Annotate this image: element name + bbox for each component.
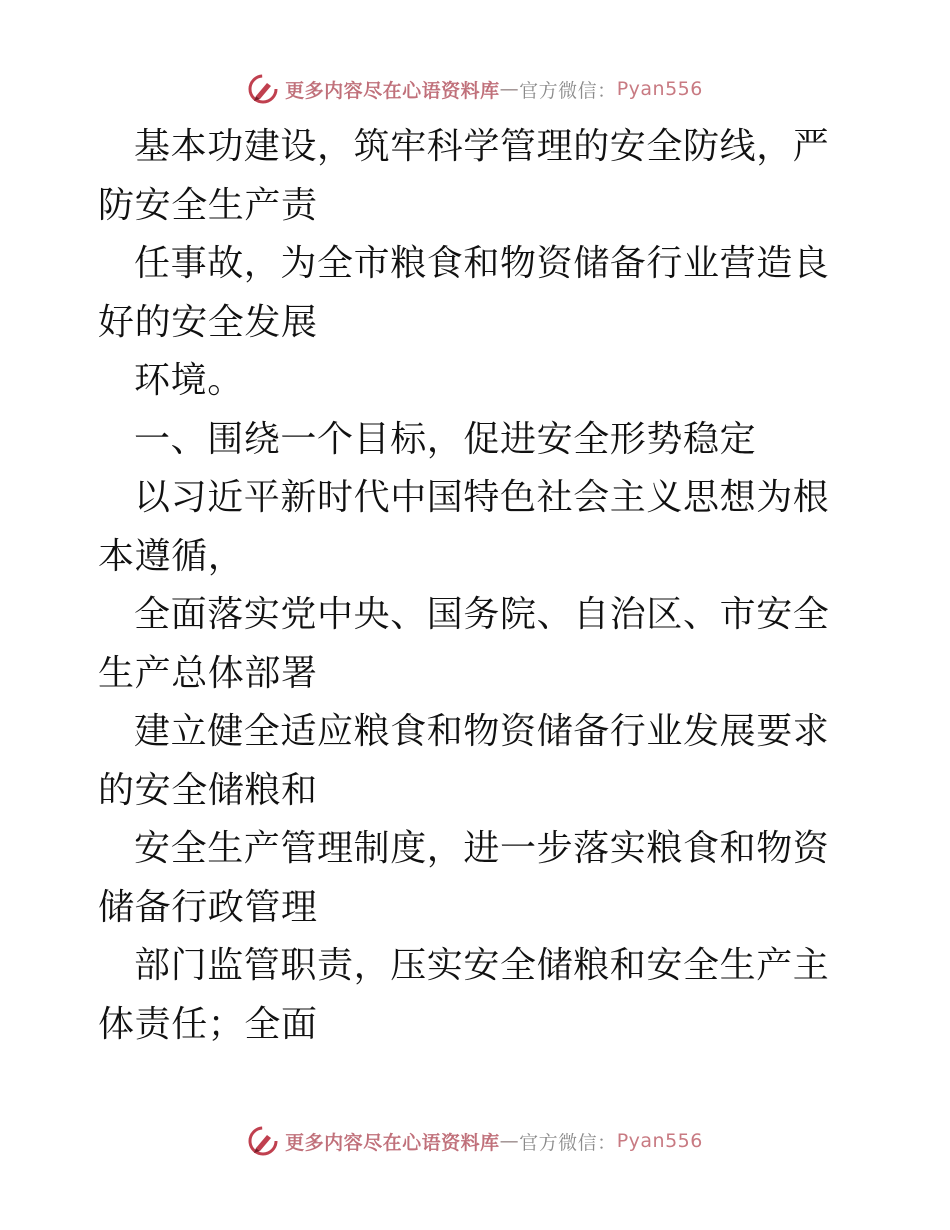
watermark-separator: — (499, 78, 520, 100)
footer-watermark (0, 1124, 950, 1158)
watermark-wechat-id: Pyan556 (616, 78, 703, 100)
paragraph-7: 建立健全适应粮食和物资储备行业发展要求的安全储粮和 (98, 711, 830, 811)
watermark-main-text: 更多内容尽在心语资料库 (285, 1131, 500, 1154)
paragraph-6: 全面落实党中央、国务院、自治区、市安全生产总体部署 (98, 594, 830, 694)
watermark-separator: — (499, 1130, 520, 1152)
paragraph-8: 安全生产管理制度，进一步落实粮食和物资储备行政管理 (98, 828, 830, 928)
document-body (98, 118, 854, 1054)
section-heading: 一、围绕一个目标，促进安全形势稳定 (134, 418, 757, 460)
paragraph-2: 任事故，为全市粮食和物资储备行业营造良好的安全发展 (98, 243, 830, 343)
header-watermark (0, 72, 950, 106)
pen-logo-icon (247, 73, 279, 105)
watermark-main-text: 更多内容尽在心语资料库 (285, 79, 500, 102)
paragraph-9: 部门监管职责，压实安全储粮和安全生产主体责任；全面 (98, 945, 830, 1045)
watermark-wechat-id: Pyan556 (616, 1130, 703, 1152)
pen-logo-icon (247, 1125, 279, 1157)
watermark-wechat-label: 官方微信： (519, 1131, 617, 1154)
paragraph-5: 以习近平新时代中国特色社会主义思想为根本遵循， (98, 477, 830, 577)
paragraph-3: 环境。 (134, 360, 244, 401)
paragraph-1: 基本功建设，筑牢科学管理的安全防线，严防安全生产责 (98, 126, 830, 226)
watermark-wechat-label: 官方微信： (519, 79, 617, 102)
